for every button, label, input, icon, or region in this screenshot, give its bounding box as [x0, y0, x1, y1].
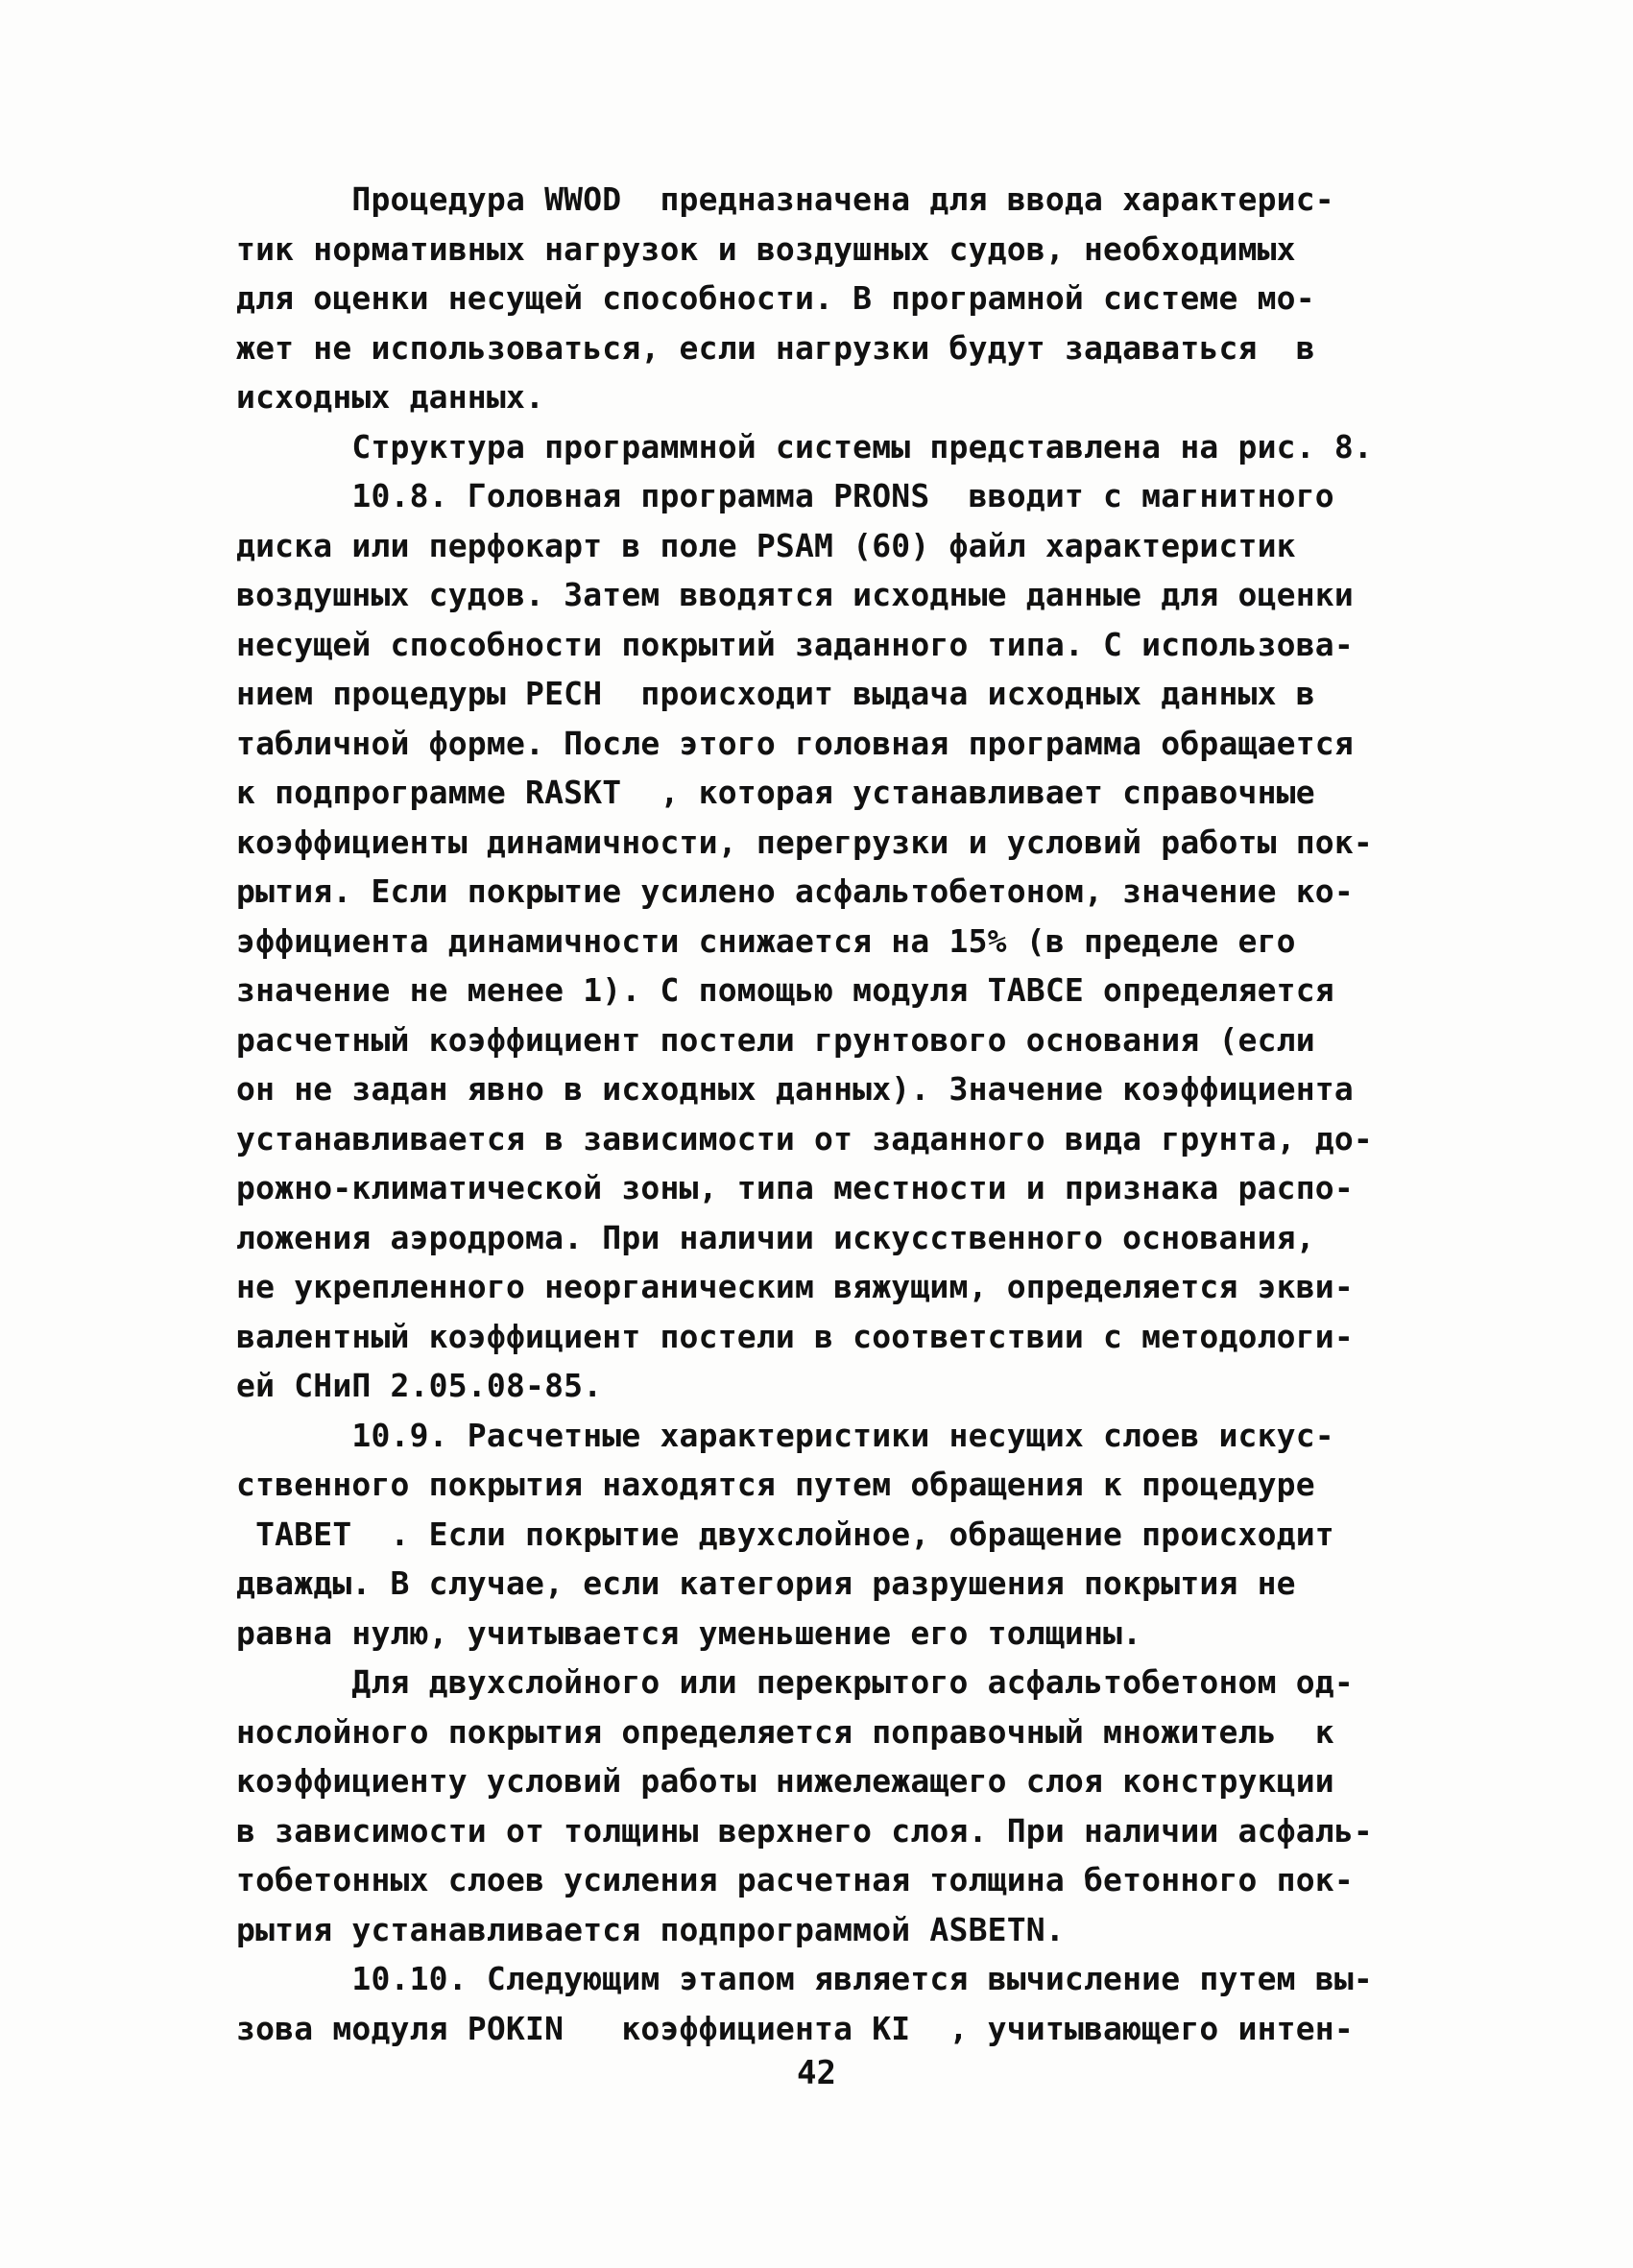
text-line: расчетный коэффициент постели грунтового основания (если	[236, 1020, 1315, 1059]
text-line: 10.8. Головная программа PRONS вводит с магнитного	[236, 477, 1334, 514]
text-line: воздушных судов. Затем вводятся исходные данные для оценки	[236, 576, 1354, 613]
text-line: исходных данных.	[236, 378, 545, 416]
text-line: TABET . Если покрытие двухслойное, обращение происходит	[236, 1515, 1334, 1553]
text-line: в зависимости от толщины верхнего слоя. При наличии асфаль-	[236, 1811, 1373, 1850]
text-line: табличной форме. После этого головная программа обращается	[236, 724, 1354, 762]
text-line: 10.9. Расчетные характеристики несущих слоев искус-	[236, 1416, 1334, 1454]
text-line: он не задан явно в исходных данных). Значение коэффициента	[236, 1070, 1354, 1108]
text-line: Процедура WWOD предназначена для ввода характерис-	[236, 180, 1334, 218]
body-text	[236, 175, 1417, 2053]
text-line: Структура программной системы представлена на рис. 8.	[236, 427, 1373, 466]
text-line: коэффициенту условий работы нижележащего слоя конструкции	[236, 1762, 1334, 1800]
text-line: зова модуля POKIN коэффициента KI , учитывающего интен-	[236, 2009, 1354, 2047]
text-line: ложения аэродрома. При наличии искусственного основания,	[236, 1218, 1315, 1256]
text-line: равна нулю, учитывается уменьшение его толщины.	[236, 1613, 1142, 1652]
text-line: значение не менее 1). С помощью модуля TABCE определяется	[236, 971, 1334, 1009]
text-line: коэффициенты динамичности, перегрузки и условий работы пок-	[236, 823, 1373, 861]
text-line: не укрепленного неорганическим вяжущим, определяется экви-	[236, 1268, 1354, 1305]
text-line: ей СНиП 2.05.08-85.	[236, 1367, 603, 1404]
text-line: для оценки несущей способности. В програмной системе мо-	[236, 279, 1315, 317]
text-line: диска или перфокарт в поле PSAM (60) файл характеристик	[236, 526, 1296, 564]
text-line: рытия. Если покрытие усилено асфальтобетоном, значение ко-	[236, 872, 1354, 910]
text-line: рожно-климатической зоны, типа местности и признака распо-	[236, 1169, 1354, 1206]
text-line: 10.10. Следующим этапом является вычисление путем вы-	[236, 1960, 1373, 1997]
text-line: устанавливается в зависимости от заданного вида грунта, до-	[236, 1119, 1373, 1158]
text-line: дважды. В случае, если категория разрушения покрытия не	[236, 1564, 1296, 1602]
text-line: несущей способности покрытий заданного типа. С использова-	[236, 625, 1354, 663]
text-line: валентный коэффициент постели в соответствии с методологи-	[236, 1317, 1354, 1355]
text-line: нослойного покрытия определяется поправочный множитель к	[236, 1712, 1334, 1751]
page-number: 42	[797, 2054, 836, 2092]
text-line: рытия устанавливается подпрограммой ASBETN.	[236, 1910, 1065, 1948]
text-line: Для двухслойного или перекрытого асфальтобетоном од-	[236, 1663, 1354, 1701]
text-line: жет не использоваться, если нагрузки будут задаваться в	[236, 328, 1315, 367]
text-line: нием процедуры PECH происходит выдача исходных данных в	[236, 675, 1315, 712]
text-line: тобетонных слоев усиления расчетная толщина бетонного пок-	[236, 1861, 1354, 1898]
text-line: к подпрограмме RASKT , которая устанавливает справочные	[236, 774, 1315, 811]
text-line: ственного покрытия находятся путем обращения к процедуре	[236, 1466, 1315, 1503]
text-line: эффициента динамичности снижается на 15% (в пределе его	[236, 921, 1296, 960]
text-line: тик нормативных нагрузок и воздушных судов, необходимых	[236, 229, 1296, 268]
